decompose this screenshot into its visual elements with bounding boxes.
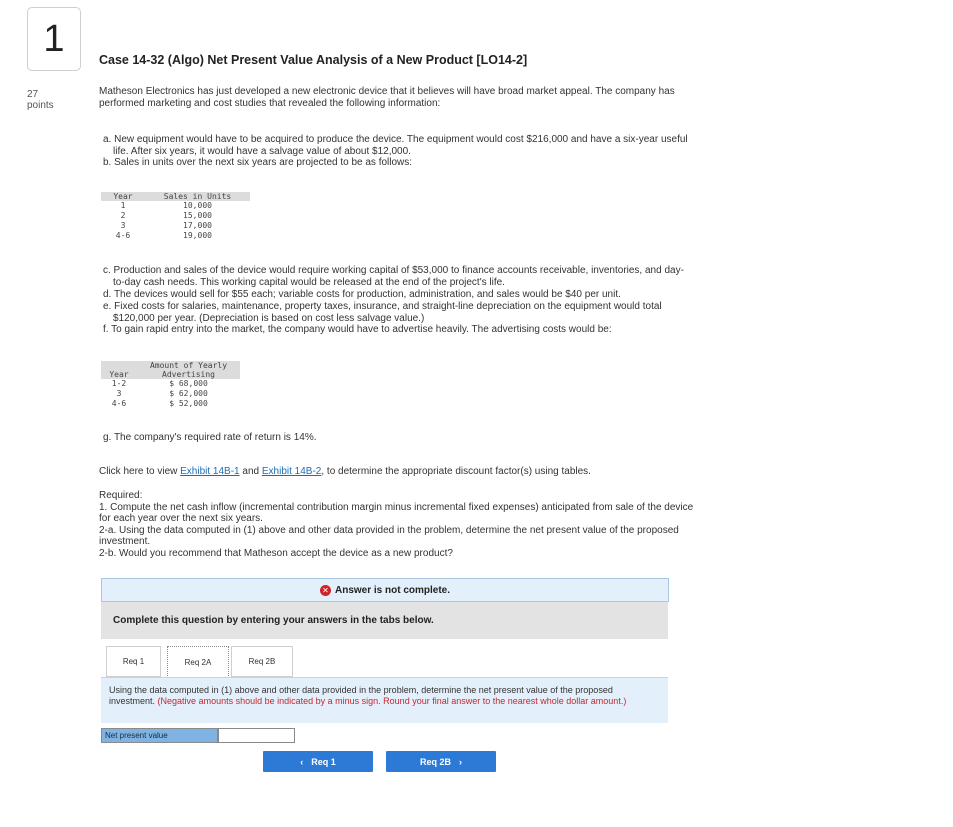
table-row bbox=[101, 399, 240, 409]
item-d: d. The devices would sell for $55 each; variable costs for production, administration, and sales would be $40 per unit. bbox=[103, 289, 621, 300]
sales-units: 19,000 bbox=[183, 231, 212, 240]
intro-line-2: performed marketing and cost studies that revealed the following information: bbox=[99, 97, 441, 109]
tab-req-2b[interactable]: Req 2B bbox=[231, 646, 293, 677]
exhibit-14b-1-link[interactable]: Exhibit 14B-1 bbox=[180, 466, 240, 477]
sales-year: 3 bbox=[120, 221, 126, 230]
item-a-line-1: a. New equipment would have to be acquired to produce the device. The equipment would cost $216,000 and have a six-year useful bbox=[103, 134, 688, 145]
table-row bbox=[101, 221, 250, 231]
sales-year: 2 bbox=[120, 211, 126, 220]
next-req-button[interactable] bbox=[386, 751, 496, 772]
required-1-line-1: 1. Compute the net cash inflow (incremental contribution margin minus incremental fixed expenses) anticipated from sale of the device bbox=[99, 501, 694, 513]
ad-table-header-amount bbox=[137, 361, 240, 379]
points-value: 27 bbox=[27, 89, 39, 100]
sales-year: 1 bbox=[120, 201, 126, 210]
complete-instructions: Complete this question by entering your answers in the tabs below. bbox=[101, 602, 668, 639]
prev-req-label: Req 1 bbox=[311, 756, 336, 767]
npv-label: Net present value bbox=[101, 728, 218, 743]
x-circle-icon: ✕ bbox=[320, 585, 331, 596]
prev-req-button[interactable] bbox=[263, 751, 373, 772]
required-1-line-2: for each year over the next six years. bbox=[99, 513, 263, 524]
ad-year: 3 bbox=[116, 389, 122, 398]
table-row bbox=[101, 379, 240, 389]
exhibit-14b-2-link[interactable]: Exhibit 14B-2 bbox=[261, 466, 322, 477]
ad-year: 4-6 bbox=[111, 399, 127, 408]
sales-units: 10,000 bbox=[183, 201, 212, 210]
table-row bbox=[101, 211, 250, 221]
exhibit-suffix: , to determine the appropriate discount factor(s) using tables. bbox=[321, 466, 591, 477]
points-label: points bbox=[27, 100, 54, 111]
ad-header-line-2: Advertising bbox=[162, 370, 215, 379]
points-indicator bbox=[27, 89, 54, 111]
answer-status-banner bbox=[101, 578, 669, 602]
intro-line-1: Matheson Electronics has just developed a new electronic device that it believes will have broad market appeal. The company has bbox=[99, 86, 675, 97]
next-req-label: Req 2B bbox=[419, 756, 451, 767]
sales-table-header-sales: Sales in Units bbox=[145, 192, 250, 201]
exhibit-prefix: Click here to view bbox=[99, 466, 181, 477]
item-e-line-1: e. Fixed costs for salaries, maintenance, property taxes, insurance, and straight-line depreciation on the equipment would total bbox=[103, 301, 662, 312]
item-a-line-2: life. After six years, it would have a salvage value of about $12,000. bbox=[113, 145, 411, 157]
tab-req-1[interactable]: Req 1 bbox=[106, 646, 161, 677]
ad-amount: $ 62,000 bbox=[169, 389, 208, 398]
sales-units: 15,000 bbox=[183, 211, 212, 220]
panel-instruction: Using the data computed in (1) above and other data provided in the problem, determine the net present value of the proposed investment. bbox=[109, 685, 613, 706]
item-f: f. To gain rapid entry into the market, the company would have to advertise heavily. The advertising costs would be: bbox=[103, 324, 612, 335]
table-row bbox=[101, 231, 250, 241]
question-title: Case 14-32 (Algo) Net Present Value Analysis of a New Product [LO14-2] bbox=[99, 53, 528, 67]
answer-status-text: Answer is not complete. bbox=[334, 584, 451, 596]
exhibit-instructions bbox=[99, 466, 729, 478]
chevron-right-icon: › bbox=[459, 756, 462, 767]
table-row bbox=[101, 389, 240, 399]
item-a bbox=[103, 134, 728, 157]
required-2a-line-1: 2-a. Using the data computed in (1) above and other data provided in the problem, determine the net present value of the proposed bbox=[99, 524, 679, 536]
item-c-line-2: to-day cash needs. This working capital would be released at the end of the project's life. bbox=[113, 276, 505, 288]
exhibit-mid: and bbox=[239, 466, 262, 477]
intro-paragraph bbox=[99, 86, 729, 109]
advertising-table bbox=[101, 361, 240, 409]
sales-units: 17,000 bbox=[183, 221, 212, 230]
question-number: 1 bbox=[27, 7, 81, 71]
ad-header-line-1: Amount of Yearly bbox=[149, 361, 228, 370]
npv-input[interactable] bbox=[218, 728, 295, 743]
tab-panel-instructions bbox=[101, 677, 668, 723]
required-section bbox=[99, 490, 729, 559]
required-2a-line-2: investment. bbox=[99, 536, 151, 547]
sales-table-header-year: Year bbox=[101, 192, 145, 201]
ad-amount: $ 68,000 bbox=[169, 379, 208, 388]
sales-year: 4-6 bbox=[115, 231, 131, 240]
required-heading: Required: bbox=[99, 490, 143, 501]
panel-note: (Negative amounts should be indicated by a minus sign. Round your final answer to the nearest whole dollar amount.) bbox=[157, 695, 627, 706]
chevron-left-icon: ‹ bbox=[300, 756, 304, 767]
ad-table-header-year: Year bbox=[101, 361, 137, 379]
item-b: b. Sales in units over the next six years are projected to be as follows: bbox=[103, 157, 413, 168]
required-2b: 2-b. Would you recommend that Matheson accept the device as a new product? bbox=[99, 547, 453, 559]
ad-amount: $ 52,000 bbox=[169, 399, 208, 408]
item-c-line-1: c. Production and sales of the device would require working capital of $53,000 to finance accounts receivable, inventories, and day- bbox=[103, 265, 684, 276]
tab-req-2a[interactable]: Req 2A bbox=[167, 646, 229, 678]
item-g: g. The company's required rate of return is 14%. bbox=[103, 432, 317, 443]
ad-year: 1-2 bbox=[111, 379, 127, 388]
item-e bbox=[103, 301, 728, 324]
item-e-line-2: $120,000 per year. (Depreciation is based on cost less salvage value.) bbox=[113, 312, 425, 324]
item-c bbox=[103, 265, 728, 288]
table-row bbox=[101, 201, 250, 211]
sales-table bbox=[101, 192, 250, 241]
